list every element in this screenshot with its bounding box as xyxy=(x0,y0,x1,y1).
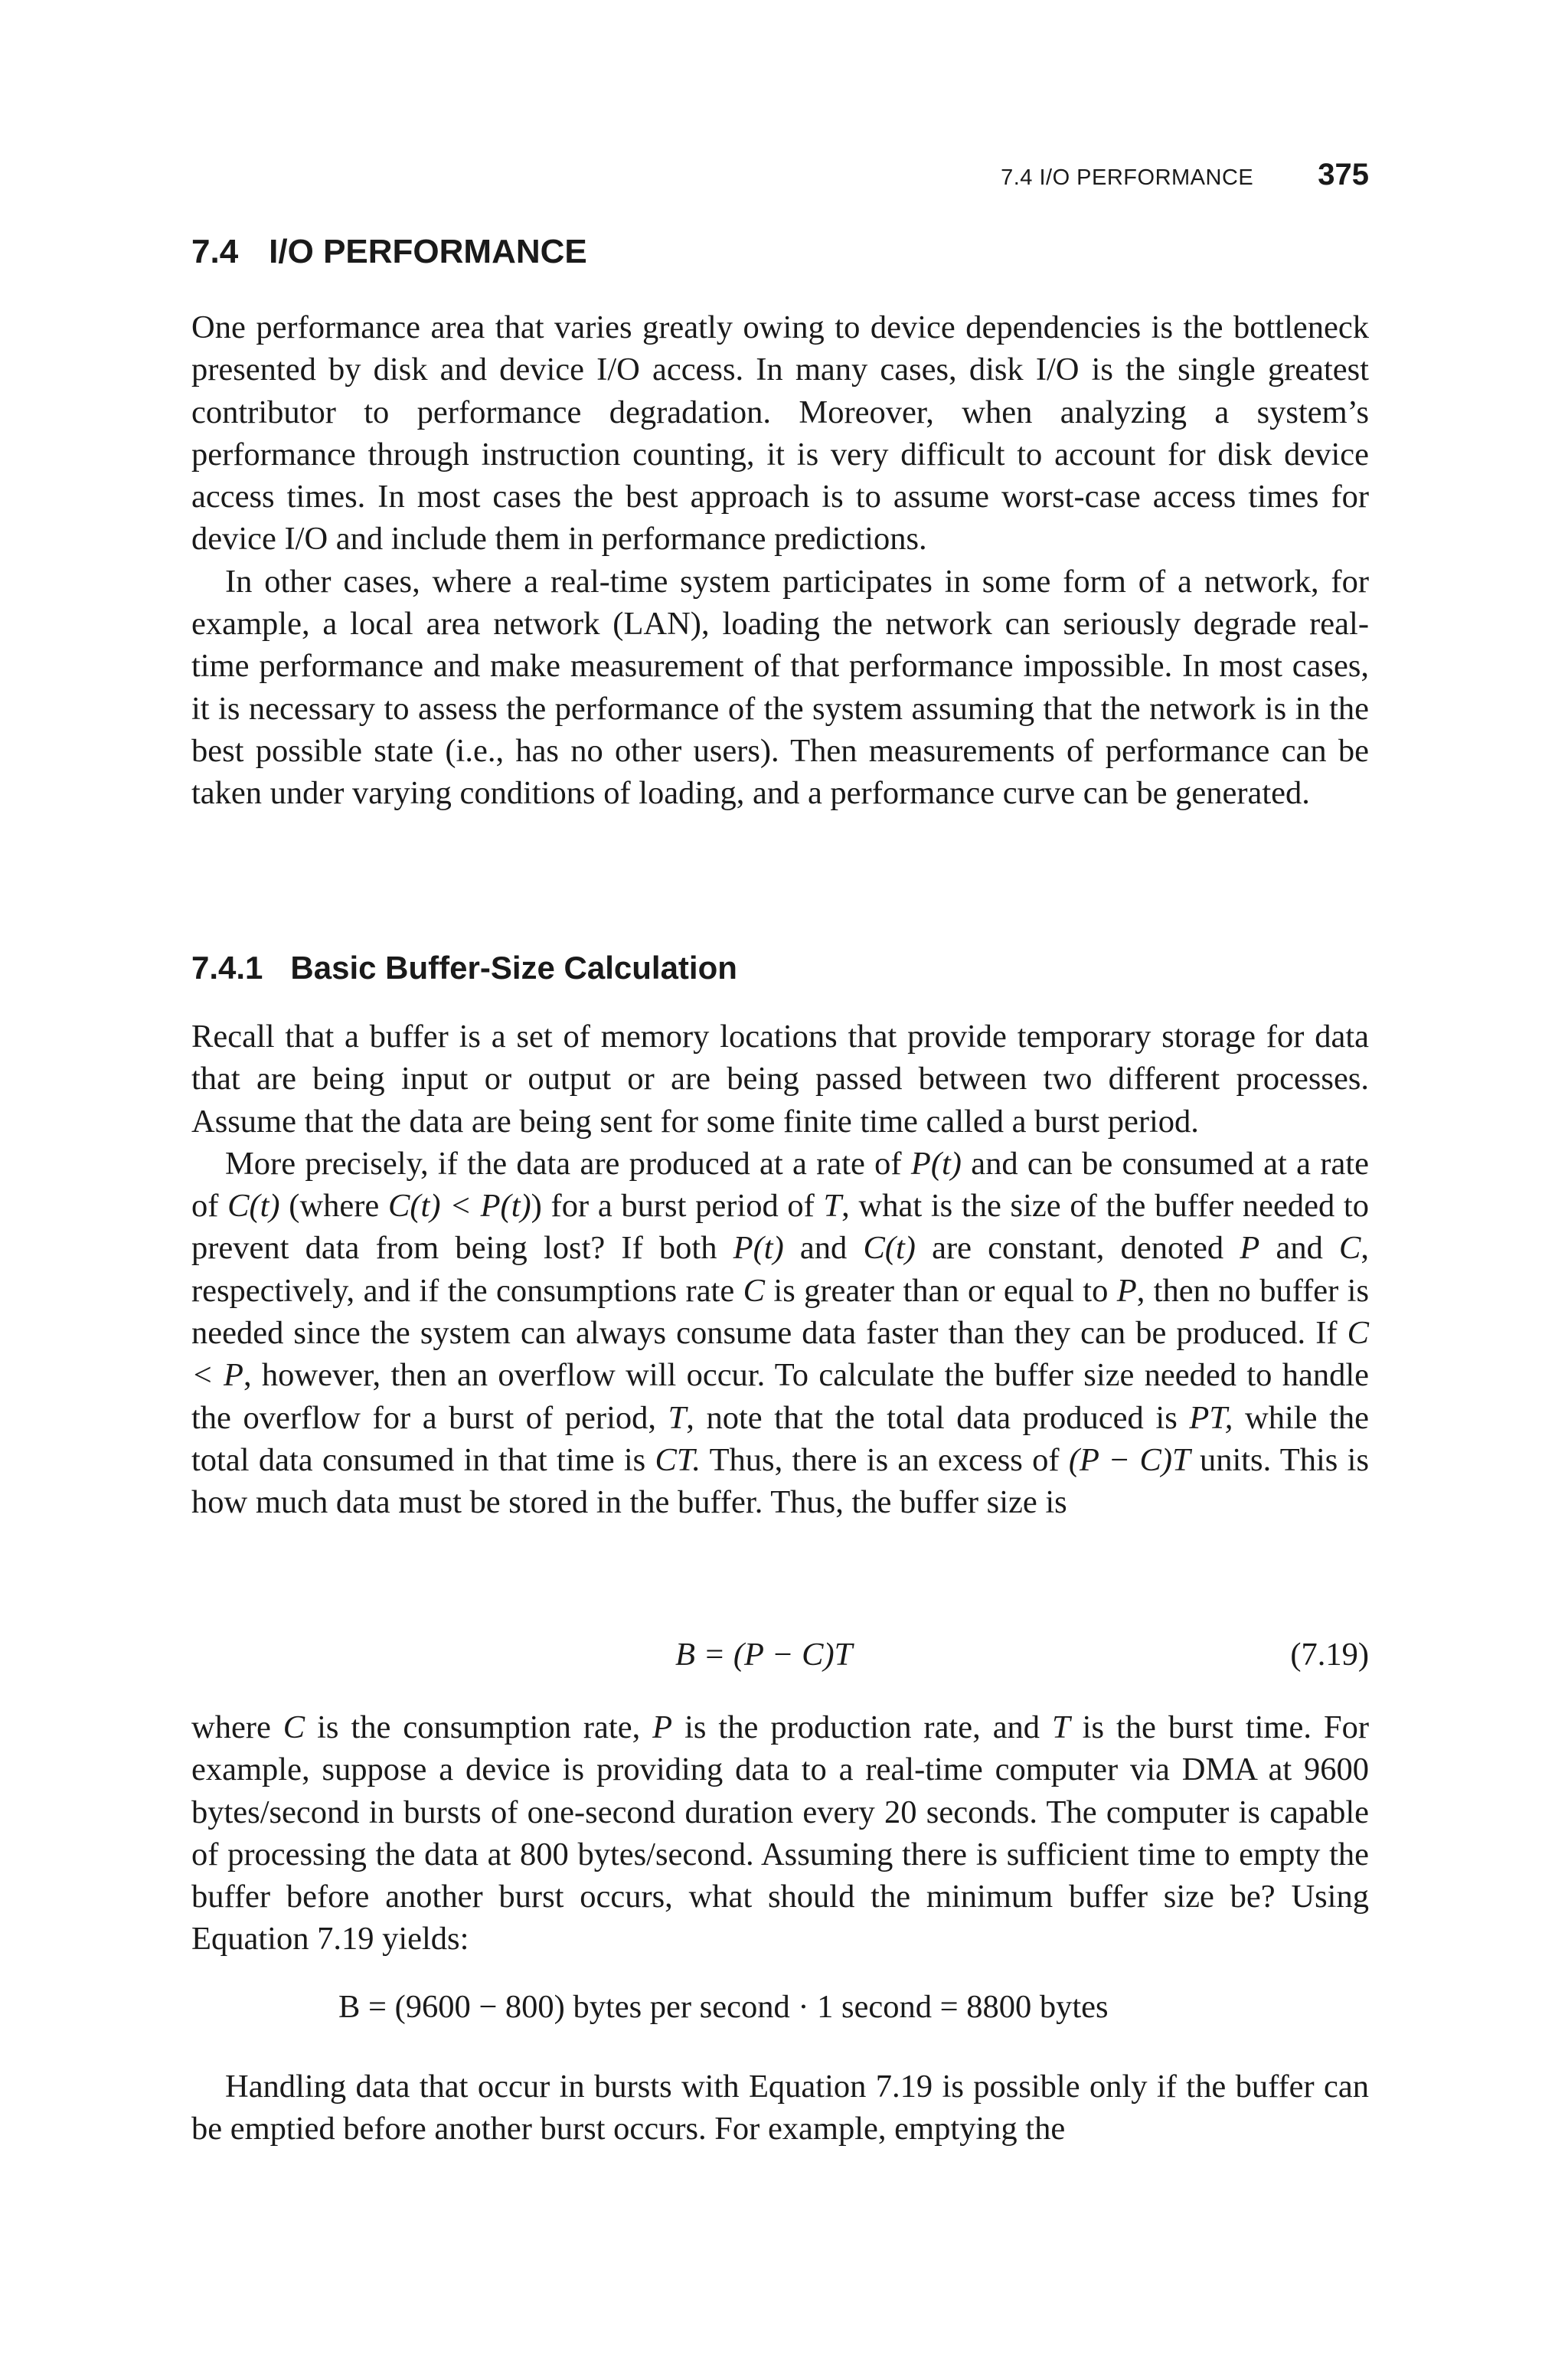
text-run: are constant, denoted xyxy=(915,1230,1240,1267)
math-inline: C xyxy=(283,1709,305,1745)
math-inline: PT, xyxy=(1189,1399,1233,1436)
text-run: is the production rate, and xyxy=(672,1709,1053,1745)
math-inline: P xyxy=(1240,1230,1260,1267)
text-run: , then no buffer is needed since the system can always consume data faster than they can be produced. If xyxy=(191,1272,1370,1352)
math-inline: C(t) xyxy=(227,1188,280,1225)
text-run: ) for a burst period of xyxy=(531,1188,824,1225)
section-heading xyxy=(191,233,587,271)
page-number: 375 xyxy=(1318,158,1369,191)
running-head xyxy=(1001,158,1369,192)
text-run: , what is the size of the buffer needed to prevent data from being lost? If both xyxy=(191,1188,1369,1267)
math-inline: C < P xyxy=(191,1315,1369,1394)
equation-body: B = (9600 − 800) bytes per second · 1 second = 8800 bytes xyxy=(338,1989,1109,2025)
math-inline: P(t) xyxy=(733,1230,784,1267)
paragraph: Handling data that occur in bursts with Equation 7.19 is possible only if the buffer can be emptied before another burst occurs. For example, emptying the xyxy=(191,2069,1369,2147)
math-inline: CT. xyxy=(655,1441,701,1478)
paragraph: One performance area that varies greatly owing to device dependencies is the bottleneck presented by disk and device I/O access. In many cases, disk I/O is the single greatest contributor to performance degradation. Moreover, when analyzing a system’s performance through instruction counting, it is very difficult to account for disk device access times. In most cases the best approach is to assume worst-case access times for device I/O and include them in performance predictions. xyxy=(191,309,1369,558)
section-number: 7.4 xyxy=(191,233,239,270)
math-inline: T xyxy=(1052,1709,1070,1745)
text-run: units. This is how much data must be stored in the buffer. Thus, the buffer size is xyxy=(191,1441,1369,1521)
section-title: I/O PERFORMANCE xyxy=(269,233,587,270)
math-inline: P xyxy=(1116,1272,1137,1309)
paragraph xyxy=(191,1143,1369,1524)
subsection-body-final xyxy=(191,2065,1369,2150)
text-run: More precisely, if the data are produced at a rate of xyxy=(225,1145,911,1182)
text-run: and xyxy=(783,1230,864,1267)
running-head-section: 7.4 I/O PERFORMANCE xyxy=(1001,165,1254,190)
subsection-number: 7.4.1 xyxy=(191,950,263,986)
text-run: is the consumption rate, xyxy=(305,1709,653,1745)
math-inline: P xyxy=(652,1709,673,1745)
equation-number: (7.19) xyxy=(1290,1637,1369,1673)
math-inline: C(t) < P(t) xyxy=(388,1188,531,1225)
text-run: is greater than or equal to xyxy=(764,1272,1117,1309)
text-run: and can be consumed at a rate of xyxy=(191,1145,1369,1225)
text-run: and xyxy=(1259,1230,1340,1267)
math-inline: (P − C)T xyxy=(1068,1441,1191,1478)
text-run: where xyxy=(191,1709,283,1745)
math-inline: C xyxy=(1339,1230,1361,1267)
text-run: , note that the total data produced is xyxy=(686,1399,1190,1436)
paragraph xyxy=(191,1706,1369,1961)
subsection-title: Basic Buffer-Size Calculation xyxy=(290,950,737,986)
text-run: , respectively, and if the consumptions rate xyxy=(191,1230,1370,1309)
section-body xyxy=(191,306,1369,815)
math-inline: P(t) xyxy=(910,1145,962,1182)
text-run: (where xyxy=(279,1188,389,1225)
text-run: while the total data consumed in that time is xyxy=(191,1399,1369,1478)
math-inline: C(t) xyxy=(863,1230,916,1267)
subsection-body-continued xyxy=(191,1706,1369,1961)
subsection-body xyxy=(191,1016,1369,1524)
math-inline: T xyxy=(668,1399,687,1436)
equation-body: B = (P − C)T xyxy=(675,1637,853,1673)
text-run: , however, then an overflow will occur. To calculate the buffer size needed to handle the overflow for a burst of period, xyxy=(191,1357,1369,1436)
math-inline: C xyxy=(743,1272,765,1309)
subsection-heading xyxy=(191,950,737,986)
text-run: Thus, there is an excess of xyxy=(701,1441,1069,1478)
math-inline: T xyxy=(823,1188,842,1225)
paragraph: Recall that a buffer is a set of memory locations that provide temporary storage for data that are being input or output or are being passed between two different processes. Assume that the data are being sent for some finite time called a burst period. xyxy=(191,1019,1369,1140)
text-run: is the burst time. For example, suppose a device is providing data to a real-time computer via DMA at 9600 bytes/second in bursts of one-second duration every 20 seconds. The computer is capable of processing the data at 800 bytes/second. Assuming there is sufficient time to empty the buffer before another burst occurs, what should the minimum buffer size be? Using Equation 7.19 yields: xyxy=(191,1709,1369,1958)
paragraph: In other cases, where a real-time system participates in some form of a network, for example, a local area network (LAN), loading the network can seriously degrade real-time performance and make measurement of that performance impossible. In most cases, it is necessary to assess the performance of the system assuming that the network is in the best possible state (i.e., has no other users). Then measurements of performance can be taken under varying conditions of loading, and a performance curve can be generated. xyxy=(191,563,1369,812)
